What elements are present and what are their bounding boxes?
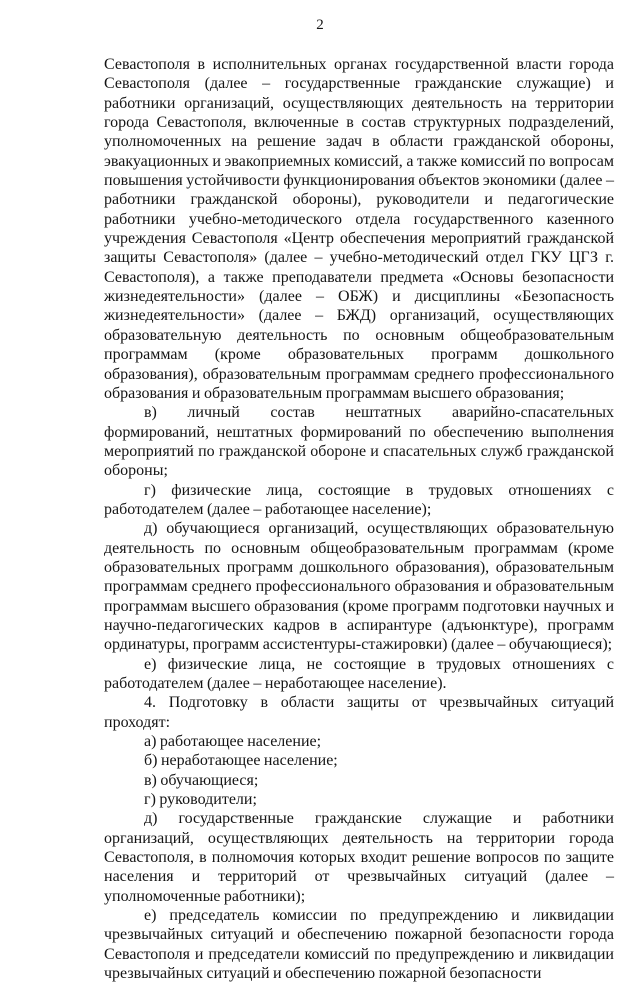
section-4-item-b: б) неработающее население; bbox=[144, 752, 338, 770]
section-4-heading: 4. Подготовку в области защиты от чрезвычайных ситуаций проходят: bbox=[104, 694, 614, 731]
section-4-item-a: а) работающее население; bbox=[144, 733, 322, 751]
page-number: 2 bbox=[316, 17, 324, 33]
paragraph-continuation: Севастополя в исполнительных органах государственной власти города Севастополя (далее – государственные гражданские служащие) и работники организаций, осуществляющих деятельность на территории города Севастополя, включенные в состав структурных подразделений, уполномоченных на решение задач в области гражданской обороны, эвакуационных и эвакоприемных комиссий, а также комиссий по вопросам повышения устойчивости функционирования объектов экономики (далее – работники гражданской обороны), руководители и педагогические работники учебно-методического отдела государственного казенного учреждения Севастополя «Центр обеспечения мероприятий гражданской защиты Севастополя» (далее – учебно-методический отдел ГКУ ЦГЗ г. Севастополя), а также преподаватели предмета «Основы безопасности жизнедеятельности» (далее – ОБЖ) и дисциплины «Безопасность жизнедеятельности» (далее – БЖД) организаций, осуществляющих образовательную деятельность по основным общеобразовательным программам (кроме образовательных программ дошкольного образования), образовательным программам среднего профессионального образования и образовательным программам высшего образования; bbox=[104, 56, 614, 402]
list-item-v: в) личный состав нештатных аварийно-спасательных формирований, нештатных формирований по обеспечению выполнения мероприятий по гражданской обороне и спасательных служб гражданской обороны; bbox=[104, 404, 614, 480]
list-item-g: г) физические лица, состоящие в трудовых отношениях с работодателем (далее – работающее население); bbox=[104, 481, 614, 518]
section-4-item-d: д) государственные гражданские служащие и работники организаций, осуществляющих деятельность на территории города Севастополя, в полномочия которых входит решение вопросов по защите населения и территорий от чрезвычайных ситуаций (далее – уполномоченные работники); bbox=[104, 810, 614, 905]
document-body bbox=[104, 55, 614, 984]
section-4-item-g: г) руководители; bbox=[144, 791, 257, 809]
list-item-e: е) физические лица, не состоящие в трудовых отношениях с работодателем (далее – неработающее население). bbox=[104, 655, 614, 692]
section-4-item-v: в) обучающиеся; bbox=[144, 771, 259, 789]
list-item-d: д) обучающиеся организаций, осуществляющих образовательную деятельность по основным общеобразовательным программам (кроме образовательных программ дошкольного образования), образовательным программам среднего профессионального образования и образовательным программам высшего образования (кроме программ подготовки научных и научно-педагогических кадров в аспирантуре (адъюнктуре), программ ординатуры, программ ассистентуры-стажировки) (далее – обучающиеся); bbox=[104, 520, 614, 654]
section-4-item-e: е) председатель комиссии по предупреждению и ликвидации чрезвычайных ситуаций и обеспечению пожарной безопасности города Севастополя и председатели комиссий по предупреждению и ликвидации чрезвычайных ситуаций и обеспечению пожарной безопасности bbox=[104, 907, 614, 983]
